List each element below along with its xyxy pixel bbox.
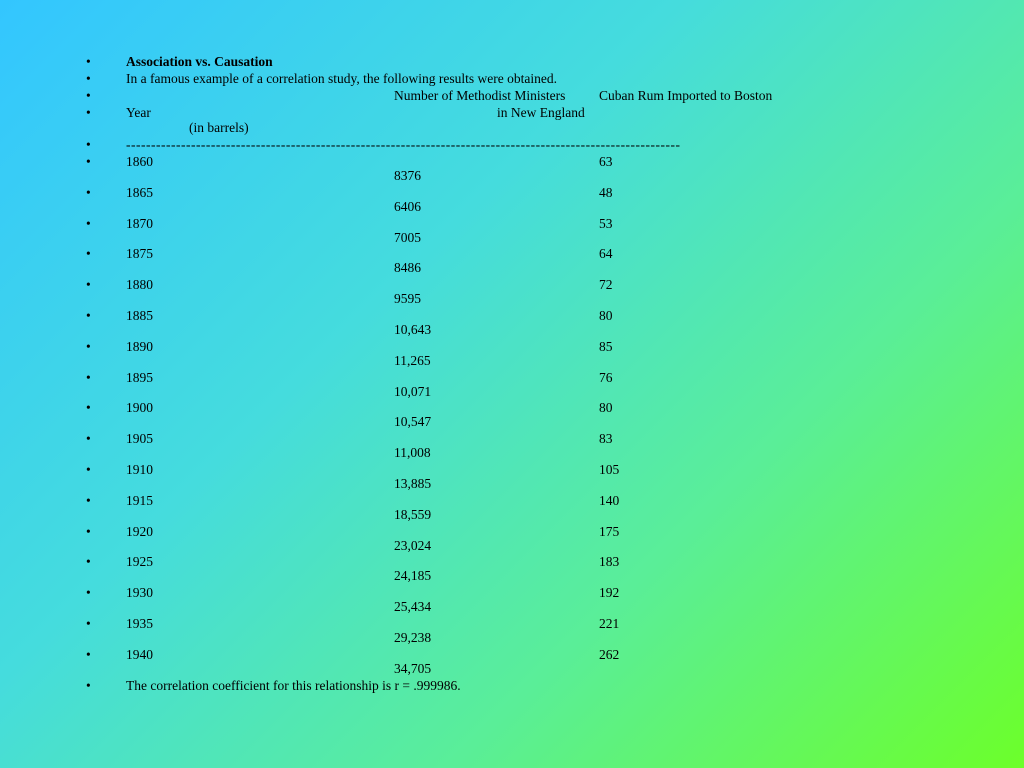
conclusion-line xyxy=(0,678,1024,695)
rum-cell: 80 xyxy=(599,307,613,323)
bullet-marker: • xyxy=(86,585,91,601)
year-cell: 1895 xyxy=(126,369,153,385)
ministers-cell: 8486 xyxy=(394,260,421,276)
table-row xyxy=(0,462,1024,493)
table-row xyxy=(0,154,1024,185)
data-rows xyxy=(0,154,1024,678)
header-line-2 xyxy=(0,105,1024,137)
year-cell: 1905 xyxy=(126,431,153,447)
header-year: Year xyxy=(126,105,151,120)
ministers-cell: 34,705 xyxy=(394,660,432,676)
bullet-marker: • xyxy=(86,492,91,508)
bullet-marker: • xyxy=(86,246,91,262)
table-row xyxy=(0,524,1024,555)
rum-cell: 140 xyxy=(599,492,620,508)
year-cell: 1865 xyxy=(126,184,153,200)
year-cell: 1880 xyxy=(126,277,153,293)
ministers-cell: 8376 xyxy=(394,168,421,183)
rum-cell: 221 xyxy=(599,615,620,631)
ministers-cell: 6406 xyxy=(394,198,421,214)
table-row xyxy=(0,554,1024,585)
rum-cell: 83 xyxy=(599,431,613,447)
bullet-marker: • xyxy=(86,137,91,152)
ministers-cell: 29,238 xyxy=(394,629,432,645)
bullet-marker: • xyxy=(86,88,91,103)
conclusion-text: The correlation coefficient for this relationship is r = .999986. xyxy=(126,677,461,693)
bullet-marker: • xyxy=(86,105,91,120)
bullet-marker: • xyxy=(86,71,91,86)
bullet-marker: • xyxy=(86,307,91,323)
table-row xyxy=(0,308,1024,339)
table-row xyxy=(0,585,1024,616)
table-row xyxy=(0,370,1024,401)
table-row xyxy=(0,431,1024,462)
table-row xyxy=(0,246,1024,277)
table-row xyxy=(0,400,1024,431)
header-barrels: (in barrels) xyxy=(189,120,249,135)
year-cell: 1920 xyxy=(126,523,153,539)
year-cell: 1925 xyxy=(126,554,153,570)
bullet-marker: • xyxy=(86,400,91,416)
rum-cell: 80 xyxy=(599,400,613,416)
header-new-england: in New England xyxy=(497,105,585,120)
year-cell: 1860 xyxy=(126,154,153,169)
bullet-marker: • xyxy=(86,677,91,693)
ministers-cell: 24,185 xyxy=(394,568,432,584)
rum-cell: 192 xyxy=(599,585,620,601)
header-ministers: Number of Methodist Ministers xyxy=(394,88,566,103)
bullet-marker: • xyxy=(86,523,91,539)
bullet-marker: • xyxy=(86,554,91,570)
rum-cell: 183 xyxy=(599,554,620,570)
header-rum: Cuban Rum Imported to Boston xyxy=(599,88,773,103)
rum-cell: 64 xyxy=(599,246,613,262)
table-row xyxy=(0,616,1024,647)
divider-dashes: --------------------------------------------------------------------------------------------------------------- xyxy=(126,137,681,152)
rum-cell: 105 xyxy=(599,461,620,477)
year-cell: 1890 xyxy=(126,338,153,354)
ministers-cell: 25,434 xyxy=(394,599,432,615)
ministers-cell: 11,265 xyxy=(394,352,431,368)
bullet-marker: • xyxy=(86,369,91,385)
bullet-marker: • xyxy=(86,54,91,69)
rum-cell: 85 xyxy=(599,338,613,354)
rule-line xyxy=(0,137,1024,154)
ministers-cell: 23,024 xyxy=(394,537,432,553)
ministers-cell: 7005 xyxy=(394,229,421,245)
ministers-cell: 9595 xyxy=(394,291,421,307)
bullet-marker: • xyxy=(86,215,91,231)
bullet-marker: • xyxy=(86,277,91,293)
bullet-marker: • xyxy=(86,154,91,169)
table-row xyxy=(0,185,1024,216)
table-row xyxy=(0,216,1024,247)
bullet-marker: • xyxy=(86,338,91,354)
table-row xyxy=(0,339,1024,370)
rum-cell: 53 xyxy=(599,215,613,231)
year-cell: 1930 xyxy=(126,585,153,601)
table-row xyxy=(0,647,1024,678)
rum-cell: 63 xyxy=(599,154,613,169)
year-cell: 1900 xyxy=(126,400,153,416)
bullet-marker: • xyxy=(86,184,91,200)
slide-content xyxy=(0,54,1024,695)
rum-cell: 262 xyxy=(599,646,620,662)
bullet-marker: • xyxy=(86,431,91,447)
year-cell: 1875 xyxy=(126,246,153,262)
ministers-cell: 10,071 xyxy=(394,383,432,399)
bullet-marker: • xyxy=(86,461,91,477)
title-line xyxy=(0,54,1024,71)
year-cell: 1935 xyxy=(126,615,153,631)
header-line-1 xyxy=(0,88,1024,105)
ministers-cell: 18,559 xyxy=(394,506,432,522)
bullet-marker: • xyxy=(86,646,91,662)
bullet-marker: • xyxy=(86,615,91,631)
year-cell: 1885 xyxy=(126,307,153,323)
ministers-cell: 11,008 xyxy=(394,445,431,461)
rum-cell: 48 xyxy=(599,184,613,200)
rum-cell: 72 xyxy=(599,277,613,293)
year-cell: 1870 xyxy=(126,215,153,231)
year-cell: 1940 xyxy=(126,646,153,662)
table-row xyxy=(0,493,1024,524)
ministers-cell: 13,885 xyxy=(394,475,432,491)
table-row xyxy=(0,277,1024,308)
ministers-cell: 10,547 xyxy=(394,414,432,430)
rum-cell: 76 xyxy=(599,369,613,385)
year-cell: 1915 xyxy=(126,492,153,508)
slide-title: Association vs. Causation xyxy=(126,54,273,69)
year-cell: 1910 xyxy=(126,461,153,477)
rum-cell: 175 xyxy=(599,523,620,539)
intro-line xyxy=(0,71,1024,88)
intro-text: In a famous example of a correlation study, the following results were obtained. xyxy=(126,71,557,86)
ministers-cell: 10,643 xyxy=(394,321,432,337)
